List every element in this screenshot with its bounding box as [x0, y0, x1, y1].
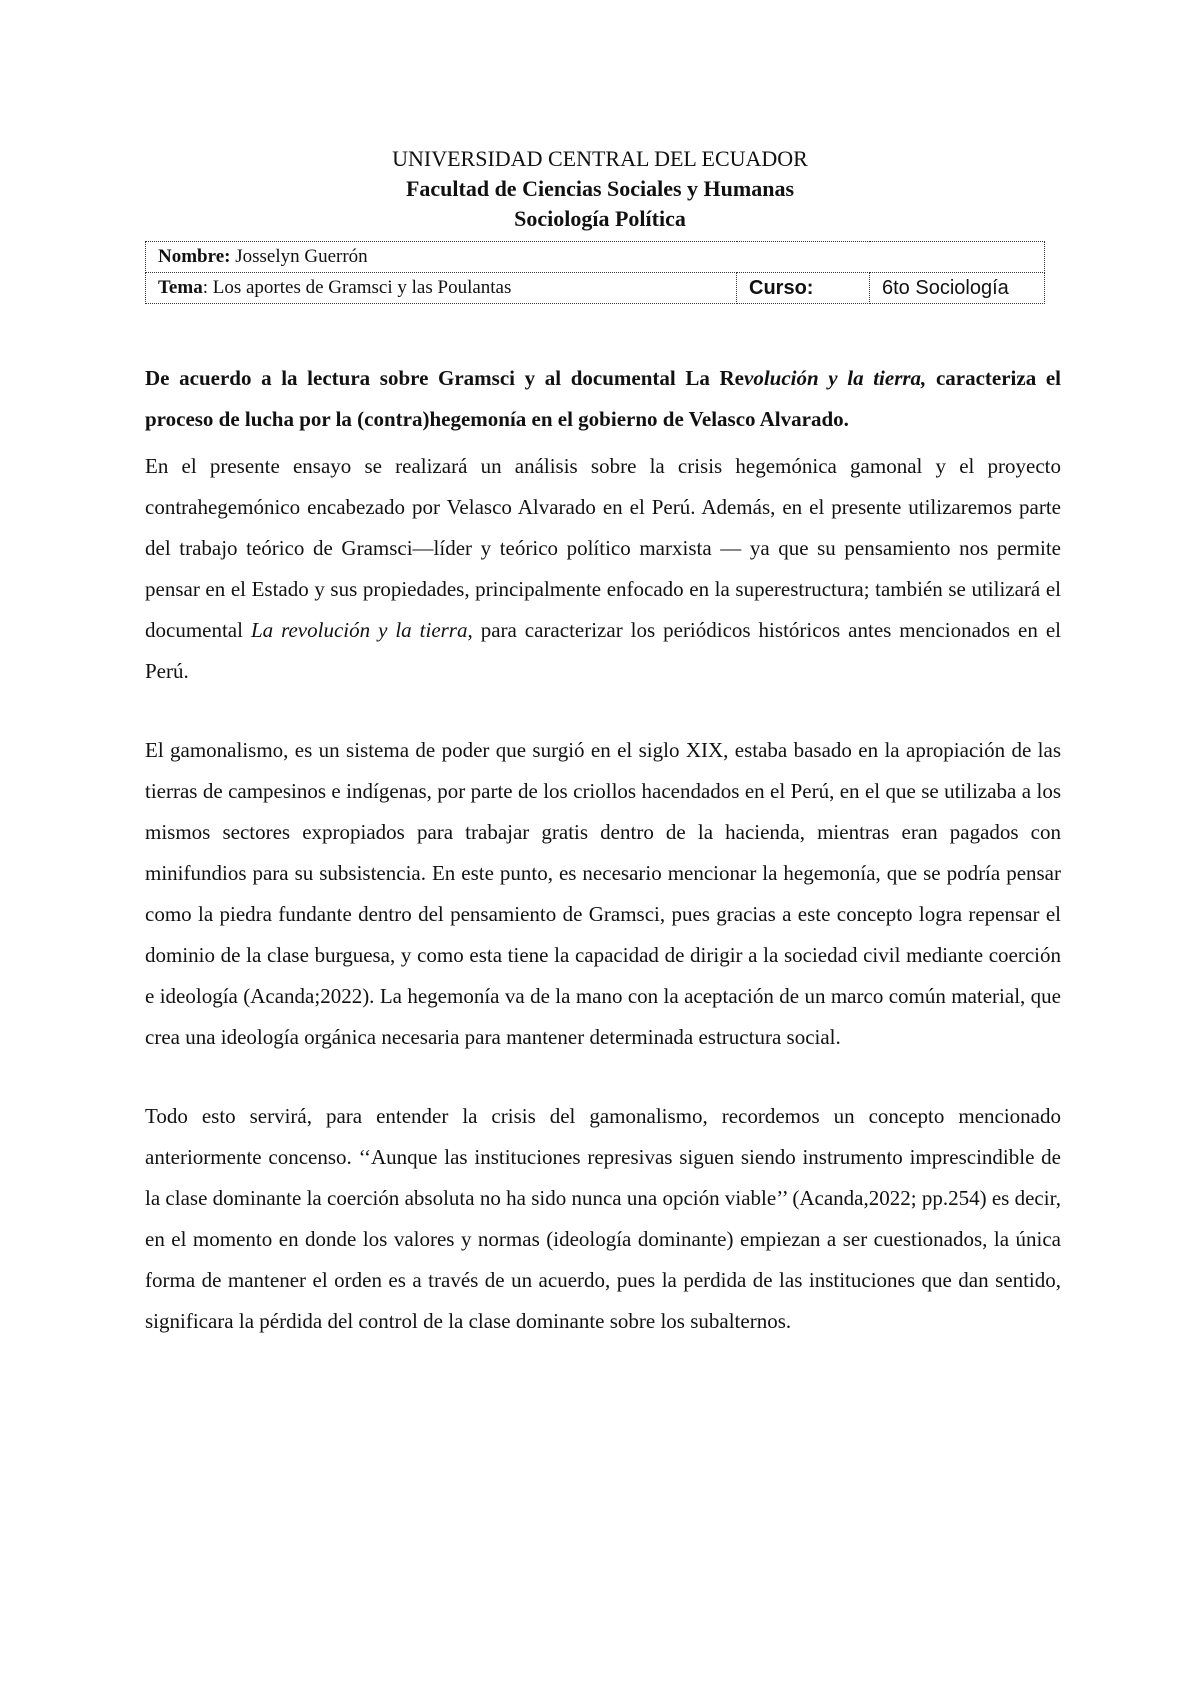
prompt-title-italic: volución y la tierra, — [744, 366, 927, 390]
document-body — [145, 358, 1061, 1342]
paragraph-gap — [145, 1058, 1061, 1096]
paragraph-intro-end: , para caracterizar los periódicos históricos antes mencionados en el Perú. — [145, 618, 1061, 683]
essay-prompt — [145, 358, 1061, 440]
student-info-table — [145, 241, 1045, 304]
course-value: 6to Sociología — [870, 273, 1045, 304]
university-name: UNIVERSIDAD CENTRAL DEL ECUADOR — [392, 146, 808, 171]
prompt-text-end: caracteriza el proceso de lucha por la (contra)hegemonía en el gobierno de Velasco Alvarado. — [145, 366, 1061, 431]
subject-name: Sociología Política — [514, 206, 686, 231]
paragraph-gap — [145, 692, 1061, 730]
paragraph-intro — [145, 446, 1061, 692]
paragraph-crisis: Todo esto servirá, para entender la crisis del gamonalismo, recordemos un concepto mencionado anteriormente concenso. ‘‘Aunque las instituciones represivas siguen siendo instrumento imprescindible de la clase dominante la coerción absoluta no ha sido nunca una opción viable’’ (Acanda,2022; pp.254) es decir, en el momento en donde los valores y normas (ideología dominante) empiezan a ser cuestionados, la única forma de mantener el orden es a través de un acuerdo, pues la perdida de las instituciones que dan sentido, significara la pérdida del control de la clase dominante sobre los subalternos. — [145, 1104, 1061, 1333]
course-label: Curso: — [737, 273, 870, 304]
topic-value: : Los aportes de Gramsci y las Poulantas — [202, 277, 512, 298]
topic-cell — [146, 273, 737, 304]
name-cell — [146, 242, 1045, 273]
paragraph-gamonalismo: El gamonalismo, es un sistema de poder que surgió en el siglo XIX, estaba basado en la apropiación de las tierras de campesinos e indígenas, por parte de los criollos hacendados en el Perú, en el que se utilizaba a los mismos sectores expropiados para trabajar gratis dentro de la hacienda, mientras eran pagados con minifundios para su subsistencia. En este punto, es necesario mencionar la hegemonía, que se podría pensar como la piedra fundante dentro del pensamiento de Gramsci, pues gracias a este concepto logra repensar el dominio de la clase burguesa, y como esta tiene la capacidad de dirigir a la sociedad civil mediante coerción e ideología (Acanda;2022). La hegemonía va de la mano con la aceptación de un marco común material, que crea una ideología orgánica necesaria para mantener determinada estructura social. — [145, 738, 1061, 1049]
paragraph-intro-start: En el presente ensayo se realizará un análisis sobre la crisis hegemónica gamonal y el proyecto contrahegemónico encabezado por Velasco Alvarado en el Perú. Además, en el presente utilizaremos parte del trabajo teórico de Gramsci—líder y teórico político marxista — ya que su pensamiento nos permite pensar en el Estado y sus propiedades, principalmente enfocado en la superestructura; también se utilizará el documental — [145, 454, 1061, 642]
topic-label: Tema — [158, 277, 203, 298]
document-header — [0, 144, 1200, 234]
name-value: Josselyn Guerrón — [235, 246, 368, 267]
faculty-name: Facultad de Ciencias Sociales y Humanas — [405, 176, 795, 201]
documentary-title-italic: La revolución y la tierra — [250, 618, 468, 642]
topic-row — [146, 273, 1045, 304]
prompt-text-start: De acuerdo a la lectura sobre Gramsci y al documental La Re — [145, 366, 744, 390]
name-row — [146, 242, 1045, 273]
name-label: Nombre: — [158, 246, 231, 267]
